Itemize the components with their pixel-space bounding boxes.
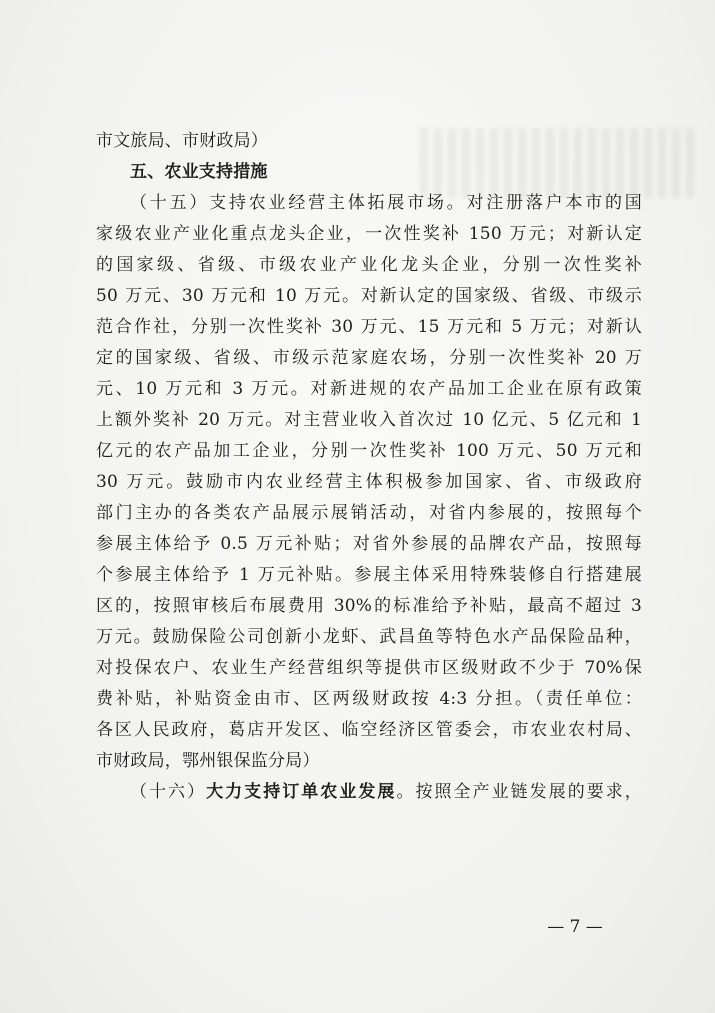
text-line: 50 万元、30 万元和 10 万元。对新认定的国家级、省级、市级示 (96, 286, 642, 306)
text-line: 个参展主体给予 1 万元补贴。参展主体采用特殊装修自行搭建展 (96, 565, 642, 585)
text-line: 万元。鼓励保险公司创新小龙虾、武昌鱼等特色水产品保险品种， (96, 627, 642, 647)
text-line: 市财政局，鄂州银保监分局） (96, 751, 320, 771)
text-line: 元、10 万元和 3 万元。对新进规的农产品加工企业在原有政策 (96, 379, 642, 399)
text-line: 亿元的农产品加工企业，分别一次性奖补 100 万元、50 万元和 (96, 441, 642, 461)
text-line-last (96, 777, 642, 808)
text-line: （十五）支持农业经营主体拓展市场。对注册落户本市的国 (130, 193, 642, 213)
text-line: 参展主体给予 0.5 万元补贴；对省外参展的品牌农产品，按照每 (96, 534, 642, 554)
text-line: 市文旅局、市财政局） (96, 131, 268, 151)
text-line: 对投保农户、农业生产经营组织等提供市区级财政不少于 70%保 (96, 658, 642, 678)
text-line: 区的，按照审核后布展费用 30%的标准给予补贴，最高不超过 3 (96, 596, 642, 616)
clause-number: （十六） (130, 782, 207, 802)
text-line: 的国家级、省级、市级农业产业化龙头企业，分别一次性奖补 (96, 255, 642, 275)
text-line: 各区人民政府，葛店开发区、临空经济区管委会，市农业农村局、 (96, 720, 642, 740)
text-line: 30 万元。鼓励市内农业经营主体积极参加国家、省、市级政府 (96, 472, 642, 492)
clause-title: 大力支持订单农业发展 (206, 782, 397, 802)
text-line: 部门主办的各类农产品展示展销活动，对省内参展的，按照每个 (96, 503, 642, 523)
section-heading: 五、农业支持措施 (130, 162, 268, 182)
text-line: 范合作社，分别一次性奖补 30 万元、15 万元和 5 万元；对新认 (96, 317, 642, 337)
text-line: 定的国家级、省级、市级示范家庭农场，分别一次性奖补 20 万 (96, 348, 642, 368)
text-line: 上额外奖补 20 万元。对主营业收入首次过 10 亿元、5 亿元和 1 (96, 410, 642, 430)
body-text (96, 126, 642, 808)
text-line: 家级农业产业化重点龙头企业，一次性奖补 150 万元；对新认定 (96, 224, 642, 244)
page-number: — 7 — (547, 917, 603, 937)
text-line: 费补贴，补贴资金由市、区两级财政按 4:3 分担。（责任单位： (96, 689, 642, 709)
clause-text: 。按照全产业链发展的要求， (396, 782, 642, 802)
